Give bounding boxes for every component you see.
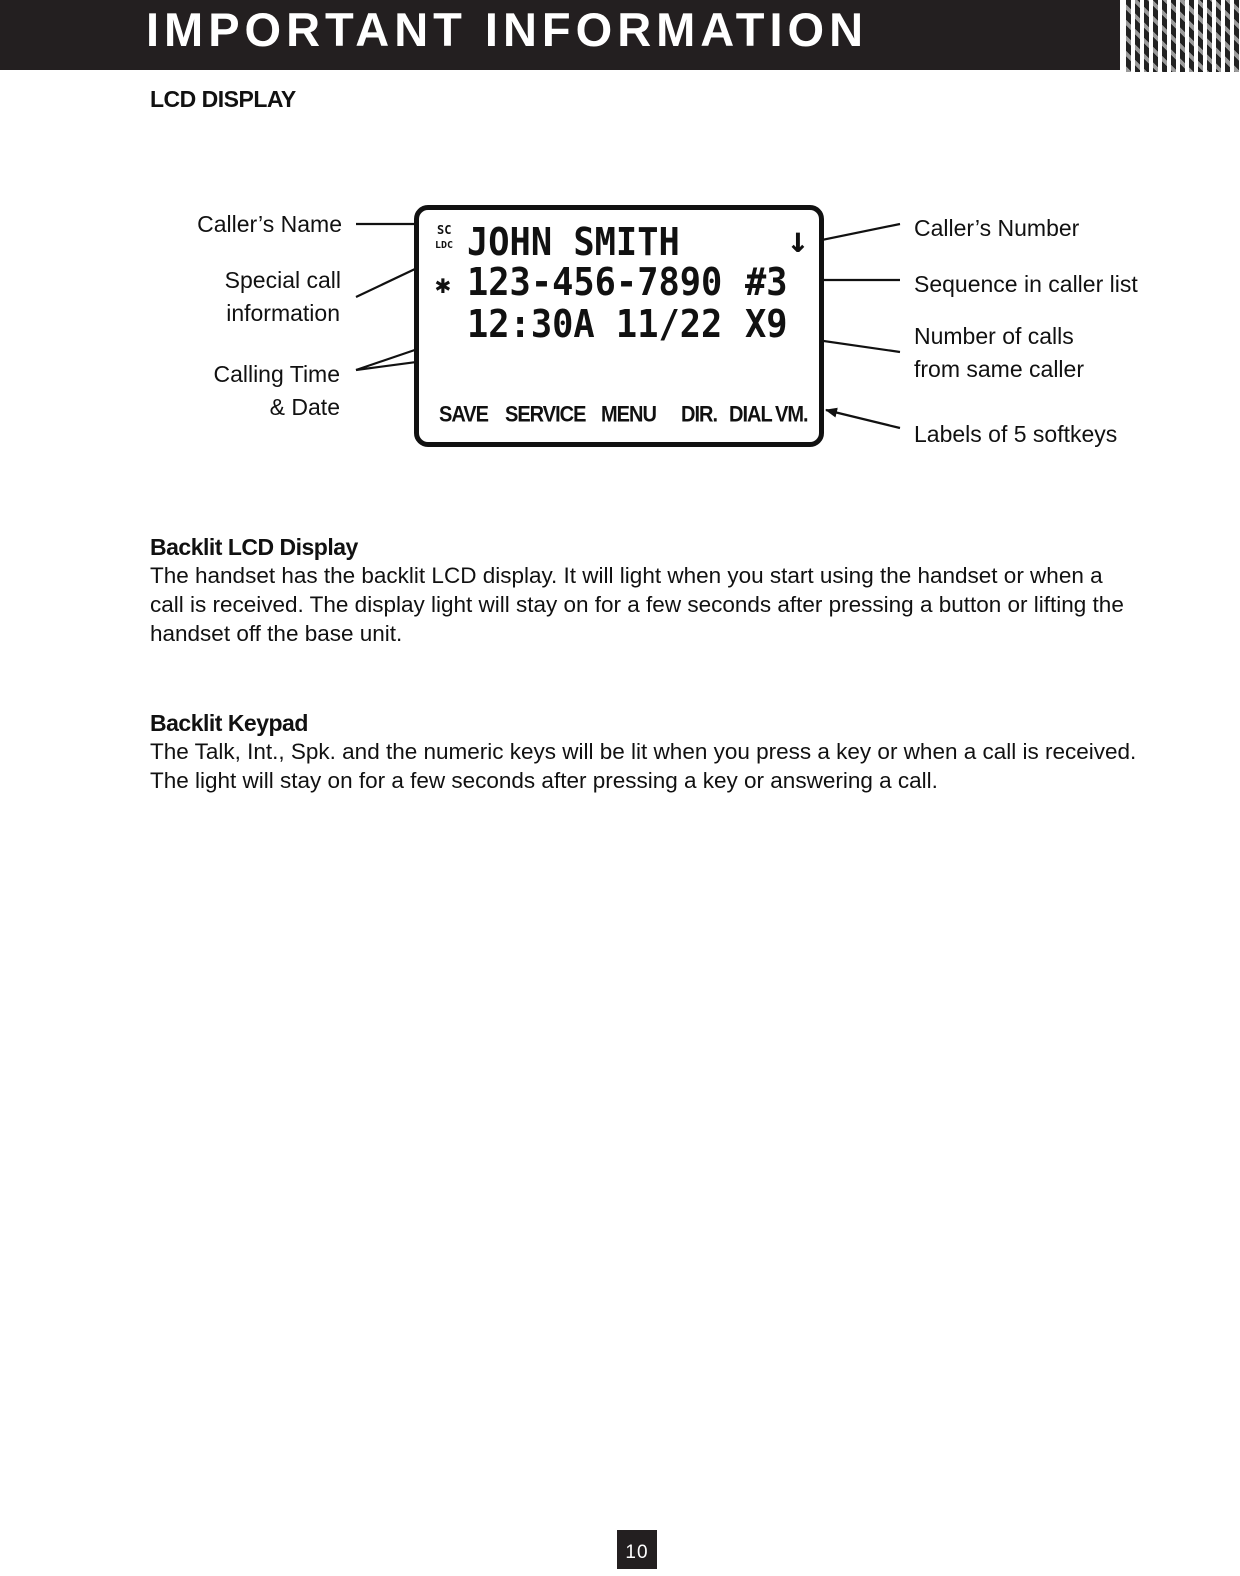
page-header-title: IMPORTANT INFORMATION [146,3,869,56]
label-special-call-line2: information [226,300,340,326]
lcd-call-count: X9 [745,302,788,346]
label-callers-number: Caller’s Number [914,215,1080,241]
lcd-softkey-menu: MENU [601,402,656,428]
paragraph-backlit-lcd-display: The handset has the backlit LCD display. It will light when you start using the handset or when a call is received. The display light will stay on for a few seconds after pressing a button or lifting the handset off the base unit. [150,563,1124,646]
heading-backlit-keypad: Backlit Keypad [150,710,308,736]
label-special-call-line1: Special call [224,267,341,293]
lcd-softkey-dir: DIR. [681,402,717,428]
heading-backlit-lcd-display: Backlit LCD Display [150,534,358,560]
page-number: 10 [617,1530,657,1569]
label-callers-name: Caller’s Name [197,211,342,237]
lcd-screen [414,205,824,447]
label-number-of-calls-line1: Number of calls [914,323,1074,349]
lcd-softkey-dial: DIAL [729,402,772,428]
lcd-time-date: 12:30A 11/22 [467,302,723,346]
lcd-special-call-icon: ✱ [435,270,451,300]
label-calling-time-line2: & Date [269,394,340,420]
label-softkeys: Labels of 5 softkeys [914,421,1118,447]
lcd-caller-number: 123-456-7890 [467,260,723,304]
lcd-softkey-vm: VM. [775,402,808,428]
leader-softkeys [826,410,900,428]
label-number-of-calls-line2: from same caller [914,356,1084,382]
lcd-indicator-ldc: LDC [435,240,454,251]
lcd-softkey-service: SERVICE [505,402,586,428]
lcd-caller-name: JOHN SMITH [467,220,680,264]
label-calling-time-line1: Calling Time [213,361,340,387]
lcd-down-arrow-icon: ↓ [787,220,809,261]
lcd-sequence-number: #3 [745,260,788,304]
paragraph-backlit-keypad: The Talk, Int., Spk. and the numeric keys will be lit when you press a key or when a call is received. The light will stay on for a few seconds after pressing a key or answering a call. [150,739,1137,793]
lcd-softkey-save: SAVE [439,402,488,428]
label-sequence-in-caller-list: Sequence in caller list [914,271,1138,297]
section-title-lcd-display: LCD DISPLAY [150,86,296,112]
lcd-indicator-sc: SC [437,223,452,237]
